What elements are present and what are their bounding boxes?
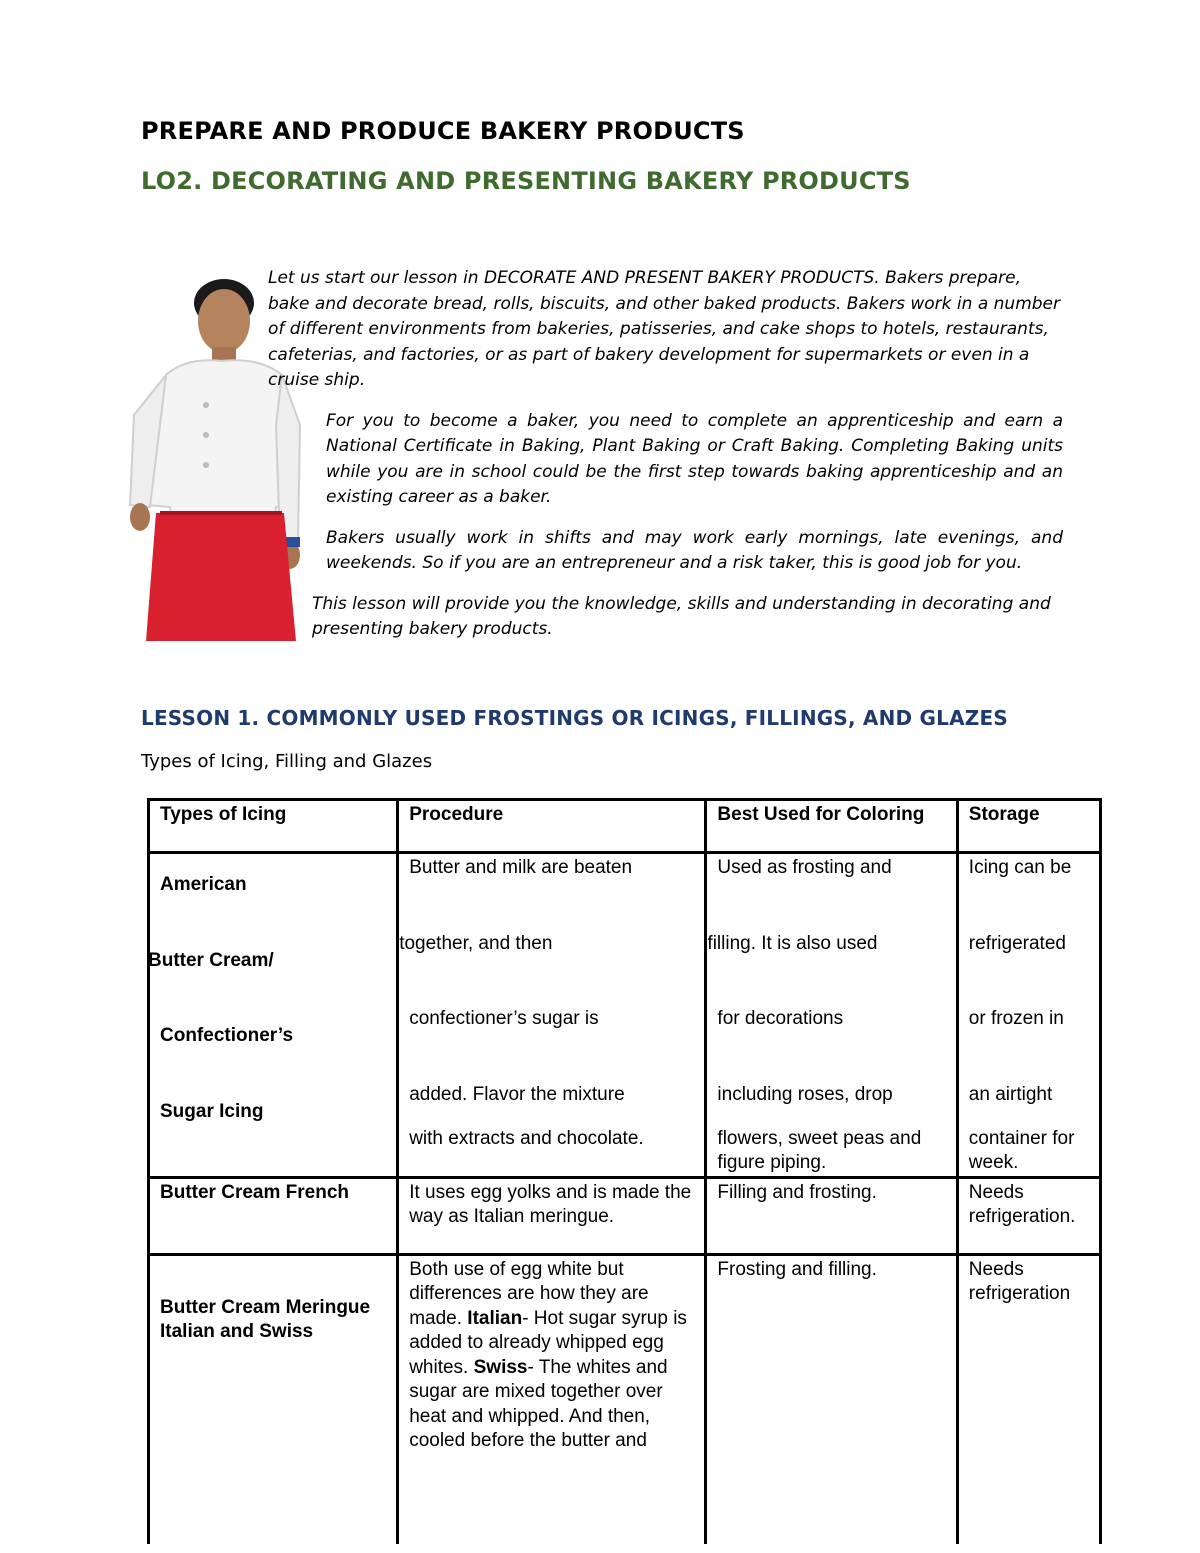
header-best-used: Best Used for Coloring: [706, 800, 957, 853]
procedure-line: with extracts and chocolate.: [409, 1127, 644, 1149]
icing-name-cell: [149, 853, 398, 1178]
procedure-cell: [398, 853, 706, 1178]
table-row: [149, 1254, 1101, 1544]
procedure-cell: [398, 1254, 706, 1544]
storage-line: or frozen in: [968, 1008, 1064, 1029]
storage-line: refrigerated: [968, 932, 1066, 954]
best-used-cell: Frosting and filling.: [706, 1254, 957, 1544]
best-used-line: filling. It is also used: [707, 932, 878, 954]
intro-text: [268, 266, 1063, 658]
intro-paragraph-3: Bakers usually work in shifts and may work early mornings, late evenings, and weekends. So if you are an entrepreneur and a risk taker, this is good job for you.: [326, 527, 1063, 573]
icing-name-cell: Butter Cream Meringue Italian and Swiss: [149, 1254, 398, 1544]
italian-label: Italian: [467, 1307, 523, 1329]
storage-cell: [957, 853, 1100, 1178]
page-title: PREPARE AND PRODUCE BAKERY PRODUCTS: [141, 117, 745, 145]
procedure-line: confectioner’s sugar is: [409, 1008, 599, 1029]
best-used-line: Used as frosting and: [717, 857, 892, 878]
intro-paragraph-4: This lesson will provide you the knowledge, skills and understanding in decorating and presenting bakery products.: [312, 593, 1051, 639]
page-subtitle: LO2. DECORATING AND PRESENTING BAKERY PRODUCTS: [141, 167, 911, 195]
lesson-title: LESSON 1. COMMONLY USED FROSTINGS OR ICINGS, FILLINGS, AND GLAZES: [141, 706, 1008, 730]
procedure-text: Both use of egg white but differences are how they are made.: [409, 1258, 649, 1329]
storage-cell: Needs refrigeration: [957, 1254, 1100, 1544]
icing-name-line: Confectioner’s: [160, 1025, 294, 1046]
best-used-line: including roses, drop: [717, 1083, 893, 1105]
procedure-cell: It uses egg yolks and is made the way as Italian meringue.: [398, 1177, 706, 1254]
header-storage: Storage: [957, 800, 1100, 853]
procedure-line: together, and then: [399, 932, 553, 954]
procedure-text: - The whites and sugar are mixed together over heat and whipped. And then, cooled before the butter and: [409, 1356, 668, 1451]
best-used-cell: Filling and frosting.: [706, 1177, 957, 1254]
icing-name-cell: Butter Cream French: [149, 1177, 398, 1254]
table-header-row: [149, 800, 1101, 853]
header-types: Types of Icing: [149, 800, 398, 853]
lesson-subtitle: Types of Icing, Filling and Glazes: [141, 751, 433, 772]
best-used-line: flowers, sweet peas and figure piping.: [717, 1127, 922, 1173]
intro-paragraph-2: For you to become a baker, you need to complete an apprenticeship and earn a National Certificate in Baking, Plant Baking or Craft Baking. Completing Baking units while you are in school could be the first step towards baking apprenticeship and an existing career as a baker.: [326, 410, 1063, 507]
icing-name-line: Butter Cream/: [148, 949, 274, 971]
table-row: [149, 1177, 1101, 1254]
best-used-line: for decorations: [717, 1008, 844, 1029]
intro-paragraph-1: Let us start our lesson in DECORATE AND PRESENT BAKERY PRODUCTS. Bakers prepare, bake and decorate bread, rolls, biscuits, and other baked products. Bakers work in a number of different environments from bakeries, patisseries, and cake shops to hotels, restaurants, cafeterias, and factories, or as part of bakery development for supermarkets or even in a cruise ship.: [268, 268, 1060, 390]
procedure-line: Butter and milk are beaten: [409, 857, 633, 878]
procedure-text: - Hot sugar syrup is added to already whipped egg whites.: [409, 1307, 687, 1378]
icing-name-line: Sugar Icing: [160, 1100, 264, 1122]
header-procedure: Procedure: [398, 800, 706, 853]
best-used-cell: [706, 853, 957, 1178]
storage-line: container for week.: [968, 1127, 1075, 1173]
storage-line: Icing can be: [968, 857, 1072, 878]
swiss-label: Swiss: [473, 1356, 528, 1378]
table-row: [149, 853, 1101, 1178]
procedure-line: added. Flavor the mixture: [409, 1083, 625, 1105]
icing-name-line: American: [160, 874, 247, 895]
icing-table: [147, 798, 1102, 1544]
storage-cell: Needs refrigeration.: [957, 1177, 1100, 1254]
storage-line: an airtight: [968, 1083, 1053, 1105]
